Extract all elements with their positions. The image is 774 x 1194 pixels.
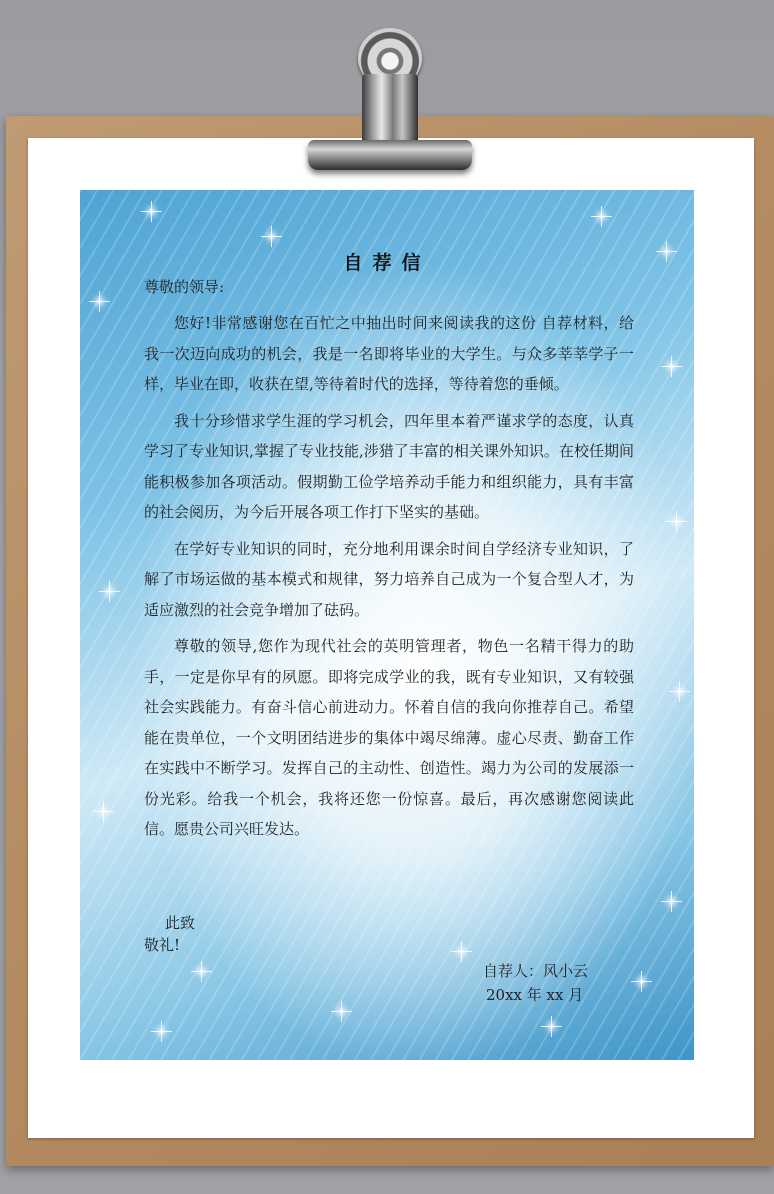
sparkle-decoration — [460, 950, 463, 953]
salutation: 尊敬的领导: — [144, 278, 225, 296]
letter-body — [144, 308, 634, 851]
paragraph: 尊敬的领导,您作为现代社会的英明管理者，物色一名精干得力的助手，一定是你早有的夙愿。即将完成学业的我，既有专业知识，又有较强社会实践能力。有奋斗信心前进动力。怀着自信的我向你推荐自己。希望能在贵单位，一个文明团结进步的集体中竭尽绵薄。虚心尽责、勤奋工作在实践中不断学习。发挥自己的主动性、创造性。竭力为公司的发展添一份光彩。给我一个机会，我将还您一份惊喜。最后，再次感谢您阅读此信。愿贵公司兴旺发达。 — [144, 637, 634, 838]
sparkle-decoration — [670, 900, 673, 903]
paragraph: 我十分珍惜求学生涯的学习机会，四年里本着严谨求学的态度，认真学习了专业知识,掌握了专业技能,涉猎了丰富的相关课外知识。在校任期间能积极参加各项活动。假期勤工俭学培养动手能力和组织能力，具有丰富的社会阅历，为今后开展各项工作打下坚实的基础。 — [144, 411, 634, 521]
sparkle-decoration — [270, 235, 273, 238]
closing-line-2: 敬礼! — [144, 936, 181, 954]
binder-clip-icon — [300, 22, 480, 177]
letter-page — [80, 190, 694, 1060]
date: 20xx 年 xx 月 — [486, 986, 584, 1004]
paragraph: 您好!非常感谢您在百忙之中抽出时间来阅读我的这份 自荐材料，给我一次迈向成功的机会，我是一名即将毕业的大学生。与众多莘莘学子一样，毕业在即，收获在望,等待着时代的选择，等待着您的垂倾。 — [144, 314, 634, 393]
paragraph: 在学好专业知识的同时，充分地利用课余时间自学经济专业知识，了解了市场运做的基本模式和规律，努力培养自己成为一个复合型人才，为适应激烈的社会竞争增加了砝码。 — [144, 539, 634, 619]
signature: 自荐人：风小云 — [483, 962, 589, 980]
sparkle-decoration — [670, 365, 673, 368]
sparkle-decoration — [340, 1010, 343, 1013]
sparkle-decoration — [675, 520, 678, 523]
clip-base — [308, 140, 472, 170]
closing-line-1: 此致 — [165, 914, 196, 932]
sparkle-decoration — [200, 970, 203, 973]
sparkle-decoration — [600, 215, 603, 218]
sparkle-decoration — [108, 590, 111, 593]
letter-title: 自荐信 — [343, 252, 431, 274]
sparkle-decoration — [550, 1025, 553, 1028]
sparkle-decoration — [98, 300, 101, 303]
sparkle-decoration — [160, 1030, 163, 1033]
sparkle-decoration — [678, 690, 681, 693]
sparkle-decoration — [102, 810, 105, 813]
sparkle-decoration — [640, 980, 643, 983]
sparkle-decoration — [150, 210, 153, 213]
